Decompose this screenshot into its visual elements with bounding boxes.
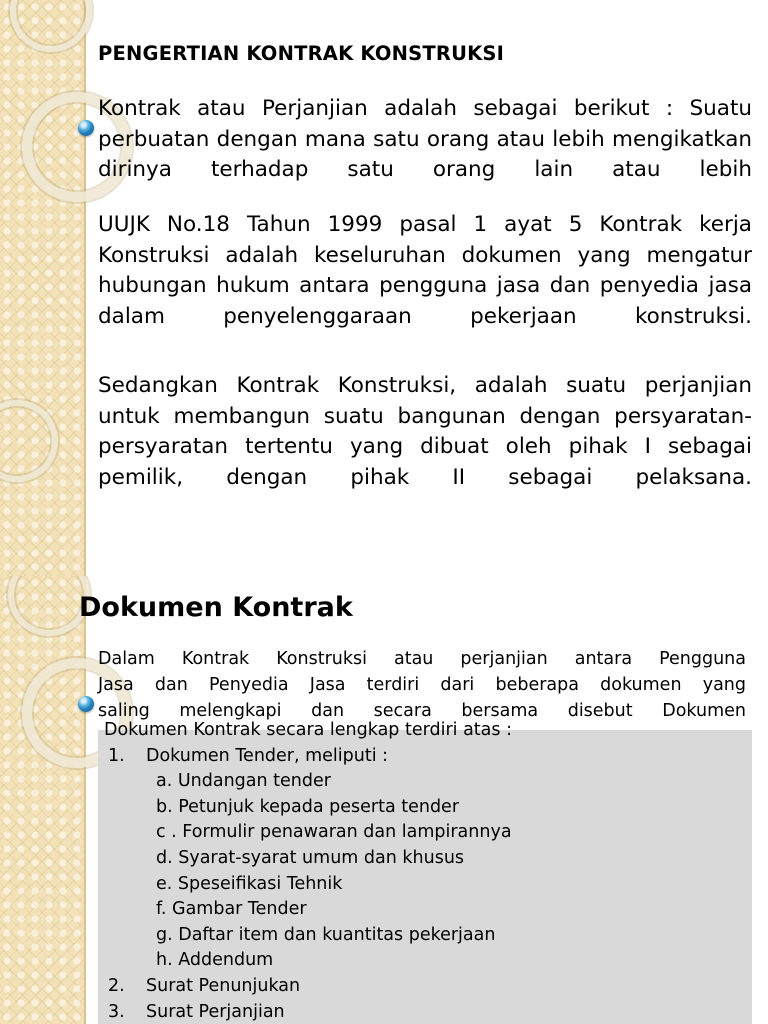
list-item-label: Surat Perjanjian <box>146 1001 285 1022</box>
slide-title: Dokumen Kontrak <box>79 592 353 623</box>
list-item <box>98 923 752 949</box>
list-item <box>98 872 752 898</box>
slide-title: PENGERTIAN KONTRAK KONSTRUKSI <box>98 42 505 65</box>
decorative-side-strip <box>0 0 84 576</box>
paragraph-uujk: UUJK No.18 Tahun 1999 pasal 1 ayat 5 Kontrak kerja Konstruksi adalah keseluruhan dokumen yang mengatur hubungan hukum antara pengguna jasa dan penyedia jasa dalam penyelenggaraan pekerjaan konstruksi. <box>98 212 752 329</box>
list-subitem: d. Syarat-syarat umum dan khusus <box>156 847 465 868</box>
intro-line: Dalam Kontrak Konstruksi atau perjanjian antara Pengguna <box>98 649 746 669</box>
bullet-dot-icon <box>78 696 94 712</box>
list-subitem: e. Speseifikasi Tehnik <box>156 873 343 894</box>
list-subitem: g. Daftar item dan kuantitas pekerjaan <box>156 924 496 945</box>
decorative-side-strip <box>0 576 84 1024</box>
list-item-label: Dokumen Tender, meliputi : <box>146 745 389 766</box>
list-item-number: 3. <box>108 1001 125 1022</box>
list-subitem: c . Formulir penawaran dan lampirannya <box>156 822 512 843</box>
slide-2 <box>0 576 768 1024</box>
list-item-number: 1. <box>108 745 125 766</box>
list-item <box>98 948 752 974</box>
list-item-number: 2. <box>108 975 125 996</box>
intro-line: saling melengkapi dan secara bersama disebut Dokumen <box>98 701 746 721</box>
list-item <box>98 1000 752 1024</box>
list-subitem: b. Petunjuk kepada peserta tender <box>156 796 460 817</box>
bullet-dot-icon <box>78 120 94 136</box>
list-subitem: h. Addendum <box>156 950 274 971</box>
list-item <box>98 769 752 795</box>
intro-paragraph <box>98 646 746 724</box>
list-item <box>98 744 752 770</box>
list-subitem: f. Gambar Tender <box>156 899 307 920</box>
strip-divider <box>84 576 86 1024</box>
list-subitem: a. Undangan tender <box>156 771 331 792</box>
list-item-label: Surat Penunjukan <box>146 975 301 996</box>
list-item <box>98 846 752 872</box>
paragraph-kontrak-konstruksi: Sedangkan Kontrak Konstruksi, adalah suatu perjanjian untuk membangun suatu bangunan dengan persyaratan-persyaratan tertentu yang dibuat oleh pihak I sebagai pemilik, dengan pihak II sebagai pelaksana. <box>98 373 752 490</box>
list-heading: Dokumen Kontrak secara lengkap terdiri atas : <box>104 720 512 740</box>
strip-divider <box>84 0 86 576</box>
document-list <box>98 718 752 1024</box>
intro-line: Jasa dan Penyedia Jasa terdiri dari beberapa dokumen yang <box>98 675 746 695</box>
list-item <box>98 820 752 846</box>
list-item <box>98 795 752 821</box>
list-item <box>98 897 752 923</box>
list-item <box>98 974 752 1000</box>
paragraph-definition: Kontrak atau Perjanjian adalah sebagai berikut : Suatu perbuatan dengan mana satu orang atau lebih mengikatkan dirinya terhadap satu orang lain atau lebih <box>98 96 752 182</box>
